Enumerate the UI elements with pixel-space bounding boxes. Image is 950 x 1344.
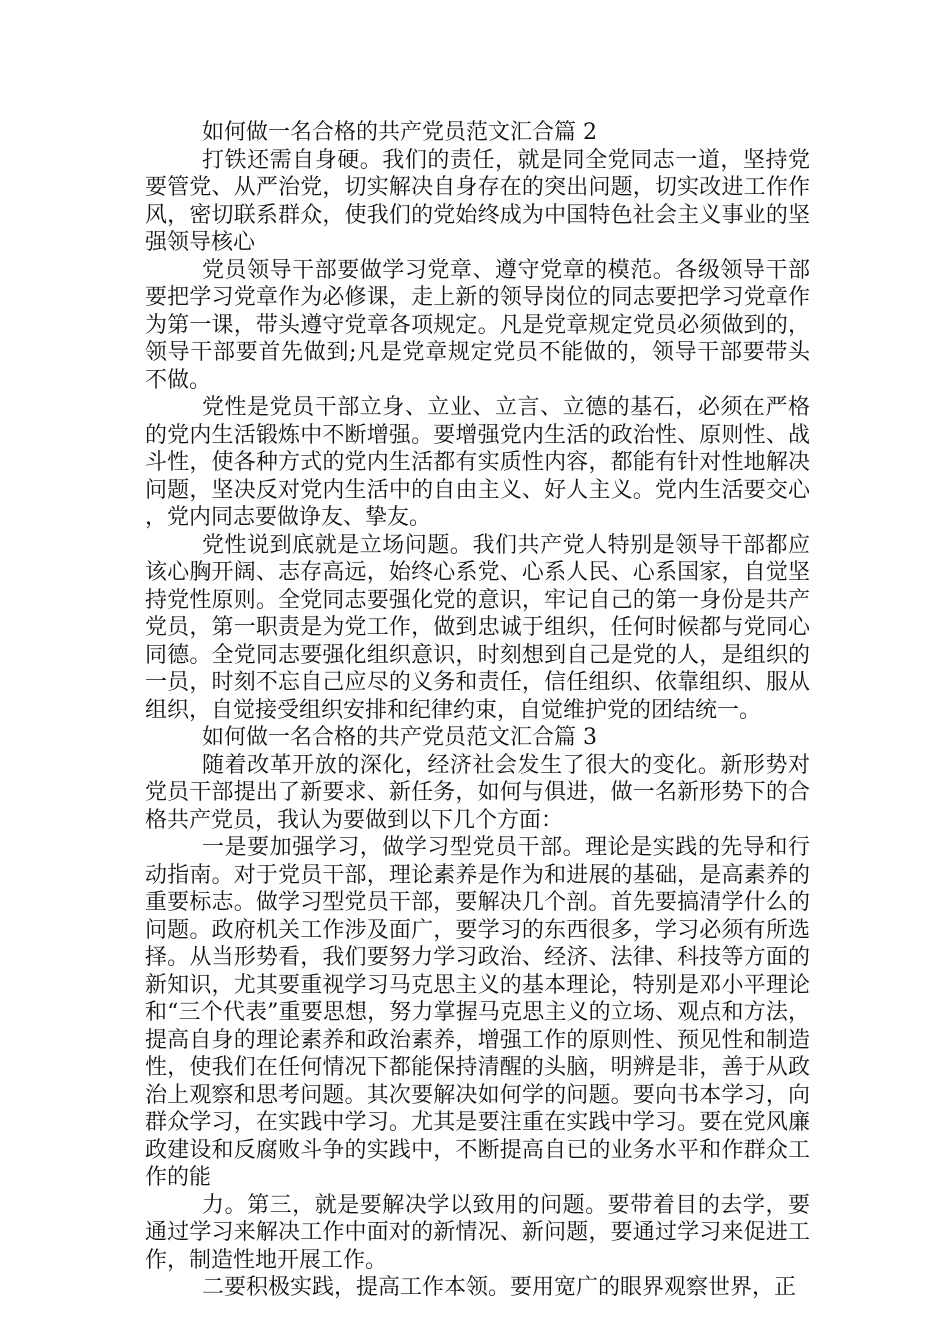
paragraph: 党性是党员干部立身、立业、立言、立德的基石，必须在严格的党内生活锻炼中不断增强。要增强党内生活的政治性、原则性、战斗性，使各种方式的党内生活都有实质性内容，都能有针对性地解决问题，坚决反对党内生活中的自由主义、好人主义。党内生活要交心，党内同志要做诤友、挚友。 [145, 395, 810, 530]
paragraph: 力。第三，就是要解决学以致用的问题。要带着目的去学，要通过学习来解决工作中面对的新情况、新问题，要通过学习来促进工作，制造性地开展工作。 [145, 1192, 810, 1273]
paragraph: 随着改革开放的深化，经济社会发生了很大的变化。新形势对党员干部提出了新要求、新任务，如何与俱进，做一名新形势下的合格共产党员，我认为要做到以下几个方面： [145, 752, 810, 833]
section-heading-2: 如何做一名合格的共产党员范文汇合篇 2 [202, 120, 597, 145]
paragraph: 党员领导干部要做学习党章、遵守党章的模范。各级领导干部要把学习党章作为必修课，走上新的领导岗位的同志要把学习党章作为第一课，带头遵守党章各项规定。凡是党章规定党员必须做到的，领导干部要首先做到;凡是党章规定党员不能做的，领导干部要带头不做。 [145, 257, 810, 393]
paragraph: 一是要加强学习，做学习型党员干部。理论是实践的先导和行动指南。对于党员干部，理论素养是作为和进展的基础，是高素养的重要标志。做学习型党员干部，要解决几个剖。首先要搞清学什么的问题。政府机关工作涉及面广，要学习的东西很多，学习必须有所选择。从当形势看，我们要努力学习政治、经济、法律、科技等方面的新知识，尤其要重视学习马克思主义的基本理论，特别是邓小平理论和“三个代表”重要思想，努力掌握马克思主义的立场、观点和方法，提高自身的理论素养和政治素养，增强工作的原则性、预见性和制造性，使我们在任何情况下都能保持清醒的头脑，明辨是非，善于从政治上观察和思考问题。其次要解决如何学的问题。要向书本学习，向群众学习，在实践中学习。尤其是要注重在实践中学习。要在党风廉政建设和反腐败斗争的实践中，不断提高自已的业务水平和作群众工作的能 [145, 835, 810, 1190]
document-page [145, 119, 810, 1302]
section-heading-3: 如何做一名合格的共产党员范文汇合篇 3 [202, 725, 597, 750]
paragraph: 打铁还需自身硬。我们的责任，就是同全党同志一道，坚持党要管党、从严治党，切实解决自身存在的突出问题，切实改进工作作风，密切联系群众，使我们的党始终成为中国特色社会主义事业的坚强领导核心 [145, 147, 810, 255]
paragraph: 党性说到底就是立场问题。我们共产党人特别是领导干部都应该心胸开阔、志存高远，始终心系党、心系人民、心系国家，自觉坚持党性原则。全党同志要强化党的意识，牢记自己的第一身份是共产党员，第一职责是为党工作，做到忠诚于组织，任何时候都与党同心同德。全党同志要强化组织意识，时刻想到自己是党的人，是组织的一员，时刻不忘自己应尽的义务和责任，信任组织、依靠组织、服从组织，自觉接受组织安排和纪律约束，自觉维护党的团结统一。 [145, 532, 810, 723]
paragraph: 二要积极实践，提高工作本领。要用宽广的眼界观察世界，正 [202, 1275, 797, 1300]
